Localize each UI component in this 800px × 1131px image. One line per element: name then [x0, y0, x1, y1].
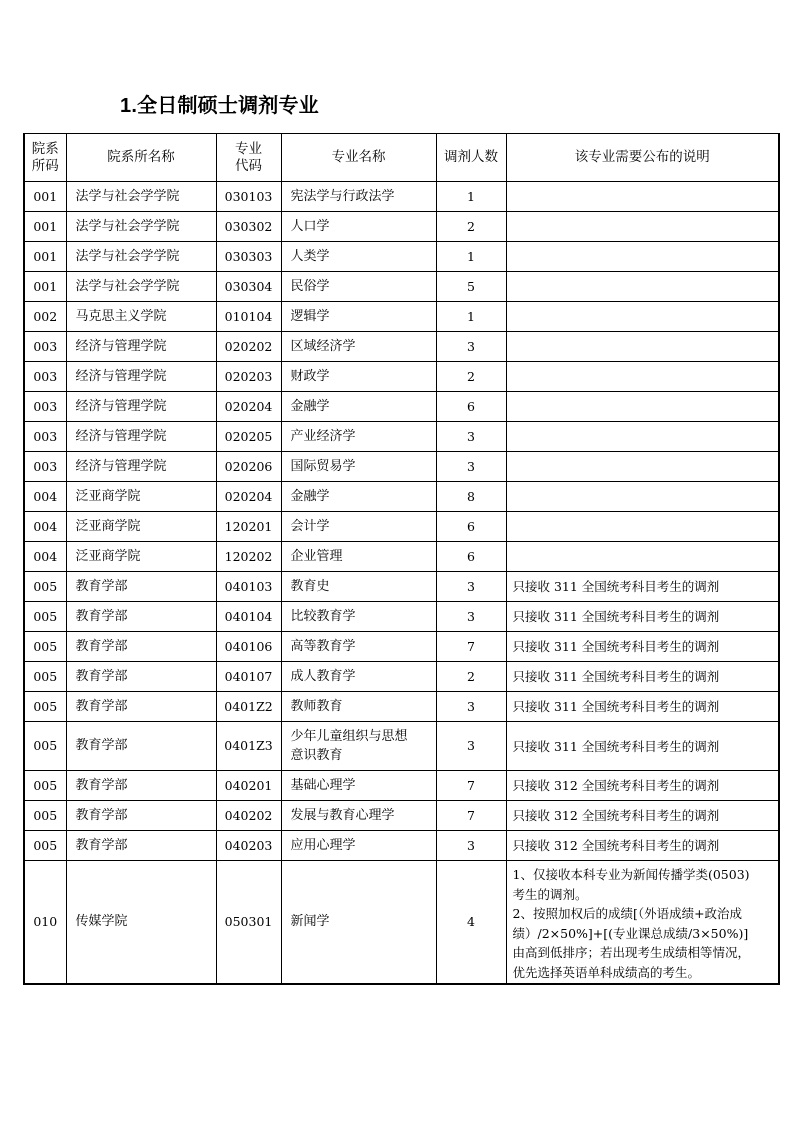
- cell-major-code: 120201: [216, 512, 281, 542]
- cell-quota: 7: [436, 801, 506, 831]
- cell-major-code: 040103: [216, 572, 281, 602]
- cell-quota: 3: [436, 692, 506, 722]
- table-row: [24, 212, 779, 242]
- adjustment-majors-table-wrapper: [23, 133, 778, 985]
- cell-note: [506, 302, 779, 332]
- cell-major-code: 020203: [216, 362, 281, 392]
- column-header-major-name: 专业名称: [281, 134, 436, 182]
- table-row: [24, 332, 779, 362]
- note-line: 考生的调剂。: [512, 886, 588, 902]
- cell-dept-name: 教育学部: [66, 831, 216, 861]
- cell-dept-name: 教育学部: [66, 692, 216, 722]
- cell-note: [506, 542, 779, 572]
- cell-note: [506, 182, 779, 212]
- table-row: [24, 542, 779, 572]
- cell-major-name: 人口学: [281, 212, 436, 242]
- cell-major-name: 民俗学: [281, 272, 436, 302]
- cell-dept-code: 004: [24, 482, 66, 512]
- cell-quota: 3: [436, 452, 506, 482]
- table-header: [24, 134, 779, 182]
- cell-note: 只接收 311 全国统考科目考生的调剂: [506, 692, 779, 722]
- note-line: 由高到低排序；若出现考生成绩相等情况，: [512, 945, 751, 960]
- column-header-major-code: [216, 134, 281, 182]
- cell-major-name: [281, 722, 436, 771]
- cell-quota: 1: [436, 242, 506, 272]
- cell-quota: 3: [436, 831, 506, 861]
- cell-major-name: 教育史: [281, 572, 436, 602]
- cell-quota: 2: [436, 362, 506, 392]
- cell-dept-code: 001: [24, 242, 66, 272]
- cell-major-name: 企业管理: [281, 542, 436, 572]
- cell-major-code: 030103: [216, 182, 281, 212]
- cell-note: [506, 861, 779, 985]
- cell-major-name: 国际贸易学: [281, 452, 436, 482]
- cell-quota: 3: [436, 572, 506, 602]
- column-header-quota: 调剂人数: [436, 134, 506, 182]
- cell-note: [506, 512, 779, 542]
- cell-major-name: 会计学: [281, 512, 436, 542]
- table-row: [24, 182, 779, 212]
- cell-note: 只接收 312 全国统考科目考生的调剂: [506, 801, 779, 831]
- cell-dept-code: 004: [24, 542, 66, 572]
- cell-dept-name: 教育学部: [66, 662, 216, 692]
- cell-major-code: 020204: [216, 392, 281, 422]
- cell-major-name-line2: 意识教育: [290, 748, 343, 763]
- cell-major-code: 030302: [216, 212, 281, 242]
- column-header-major-code-line2: 代码: [235, 157, 262, 174]
- cell-note: 只接收 312 全国统考科目考生的调剂: [506, 771, 779, 801]
- cell-dept-code: 010: [24, 861, 66, 985]
- cell-major-name: 成人教育学: [281, 662, 436, 692]
- cell-dept-code: 004: [24, 512, 66, 542]
- cell-dept-name: 泛亚商学院: [66, 482, 216, 512]
- table-row: [24, 722, 779, 771]
- cell-dept-name: 教育学部: [66, 632, 216, 662]
- cell-dept-code: 002: [24, 302, 66, 332]
- cell-major-name: 人类学: [281, 242, 436, 272]
- cell-quota: 1: [436, 182, 506, 212]
- cell-major-name: 逻辑学: [281, 302, 436, 332]
- cell-note: 只接收 311 全国统考科目考生的调剂: [506, 722, 779, 771]
- cell-note: [506, 392, 779, 422]
- cell-dept-code: 003: [24, 452, 66, 482]
- column-header-dept-code: [24, 134, 66, 182]
- cell-dept-code: 005: [24, 572, 66, 602]
- cell-dept-code: 001: [24, 182, 66, 212]
- cell-major-name: 金融学: [281, 392, 436, 422]
- cell-major-code: 020206: [216, 452, 281, 482]
- cell-note: 只接收 311 全国统考科目考生的调剂: [506, 632, 779, 662]
- cell-major-name: 新闻学: [281, 861, 436, 985]
- table-row: [24, 572, 779, 602]
- cell-major-code: 020204: [216, 482, 281, 512]
- cell-dept-code: 005: [24, 662, 66, 692]
- page-title: 1.全日制硕士调剂专业: [120, 95, 319, 117]
- table-row: [24, 392, 779, 422]
- cell-quota: 5: [436, 272, 506, 302]
- cell-note: [506, 272, 779, 302]
- cell-major-name: 比较教育学: [281, 602, 436, 632]
- cell-dept-code: 003: [24, 332, 66, 362]
- cell-major-name: 财政学: [281, 362, 436, 392]
- cell-quota: 3: [436, 602, 506, 632]
- cell-dept-name: 教育学部: [66, 801, 216, 831]
- cell-quota: 4: [436, 861, 506, 985]
- table-row: [24, 602, 779, 632]
- cell-major-code: 0401Z3: [216, 722, 281, 771]
- cell-quota: 3: [436, 422, 506, 452]
- cell-quota: 6: [436, 512, 506, 542]
- table-row: [24, 422, 779, 452]
- cell-dept-code: 001: [24, 212, 66, 242]
- cell-major-code: 030303: [216, 242, 281, 272]
- cell-dept-code: 005: [24, 692, 66, 722]
- cell-note: 只接收 312 全国统考科目考生的调剂: [506, 831, 779, 861]
- table-row: [24, 771, 779, 801]
- cell-dept-code: 005: [24, 831, 66, 861]
- cell-note: [506, 332, 779, 362]
- cell-dept-name: 经济与管理学院: [66, 392, 216, 422]
- cell-major-code: 040106: [216, 632, 281, 662]
- table-row: [24, 452, 779, 482]
- cell-major-name: 产业经济学: [281, 422, 436, 452]
- cell-dept-code: 001: [24, 272, 66, 302]
- cell-major-name: 发展与教育心理学: [281, 801, 436, 831]
- column-header-dept-code-line1: 院系: [31, 140, 59, 157]
- table-row: [24, 242, 779, 272]
- note-line: 2、按照加权后的成绩[（外语成绩+政治成: [512, 906, 743, 921]
- cell-note: [506, 422, 779, 452]
- cell-note: [506, 242, 779, 272]
- cell-note: [506, 212, 779, 242]
- cell-major-code: 010104: [216, 302, 281, 332]
- cell-quota: 2: [436, 662, 506, 692]
- table-row: [24, 801, 779, 831]
- cell-quota: 1: [436, 302, 506, 332]
- cell-major-name: 金融学: [281, 482, 436, 512]
- cell-dept-code: 005: [24, 722, 66, 771]
- cell-note: 只接收 311 全国统考科目考生的调剂: [506, 602, 779, 632]
- cell-major-name: 基础心理学: [281, 771, 436, 801]
- cell-dept-name: 法学与社会学学院: [66, 212, 216, 242]
- table-row: [24, 861, 779, 985]
- cell-major-code: 030304: [216, 272, 281, 302]
- table-row: [24, 362, 779, 392]
- cell-major-code: 040201: [216, 771, 281, 801]
- cell-dept-code: 005: [24, 801, 66, 831]
- cell-dept-name: 传媒学院: [66, 861, 216, 985]
- cell-dept-name: 教育学部: [66, 602, 216, 632]
- cell-major-code: 050301: [216, 861, 281, 985]
- cell-note: [506, 362, 779, 392]
- cell-major-code: 020202: [216, 332, 281, 362]
- cell-major-name-line1: 少年儿童组织与思想: [290, 729, 408, 744]
- note-line: 1、仅接收本科专业为新闻传播学类(0503): [512, 867, 750, 882]
- note-line: 绩）/2×50%]+[(专业课总成绩/3×50%)]: [512, 925, 749, 941]
- cell-major-name: 宪法学与行政法学: [281, 182, 436, 212]
- table-body: [24, 182, 779, 985]
- cell-dept-name: 泛亚商学院: [66, 512, 216, 542]
- cell-quota: 2: [436, 212, 506, 242]
- cell-dept-name: 泛亚商学院: [66, 542, 216, 572]
- table-row: [24, 831, 779, 861]
- note-line: 优先选择英语单科成绩高的考生。: [512, 964, 701, 980]
- cell-dept-code: 003: [24, 392, 66, 422]
- cell-dept-code: 003: [24, 422, 66, 452]
- cell-dept-name: 经济与管理学院: [66, 362, 216, 392]
- cell-major-name: 高等教育学: [281, 632, 436, 662]
- cell-note: [506, 452, 779, 482]
- cell-quota: 7: [436, 771, 506, 801]
- cell-major-name: 教师教育: [281, 692, 436, 722]
- cell-dept-code: 005: [24, 632, 66, 662]
- cell-dept-name: 法学与社会学学院: [66, 242, 216, 272]
- column-header-dept-name: 院系所名称: [66, 134, 216, 182]
- cell-major-code: 040202: [216, 801, 281, 831]
- cell-dept-name: 教育学部: [66, 572, 216, 602]
- cell-quota: 7: [436, 632, 506, 662]
- cell-dept-code: 005: [24, 771, 66, 801]
- column-header-major-code-line1: 专业: [235, 140, 262, 157]
- cell-dept-name: 教育学部: [66, 771, 216, 801]
- cell-quota: 6: [436, 542, 506, 572]
- adjustment-majors-table: [23, 133, 780, 985]
- table-row: [24, 512, 779, 542]
- cell-major-name: 区域经济学: [281, 332, 436, 362]
- cell-dept-name: 经济与管理学院: [66, 422, 216, 452]
- cell-note: [506, 482, 779, 512]
- cell-major-code: 040203: [216, 831, 281, 861]
- cell-quota: 6: [436, 392, 506, 422]
- cell-major-name: 应用心理学: [281, 831, 436, 861]
- cell-quota: 3: [436, 722, 506, 771]
- cell-dept-name: 法学与社会学学院: [66, 272, 216, 302]
- table-row: [24, 302, 779, 332]
- column-header-note: 该专业需要公布的说明: [506, 134, 779, 182]
- cell-major-code: 040104: [216, 602, 281, 632]
- column-header-dept-code-line2: 所码: [31, 157, 59, 174]
- table-row: [24, 692, 779, 722]
- cell-dept-code: 005: [24, 602, 66, 632]
- cell-quota: 8: [436, 482, 506, 512]
- cell-dept-code: 003: [24, 362, 66, 392]
- cell-major-code: 120202: [216, 542, 281, 572]
- table-row: [24, 662, 779, 692]
- cell-note: 只接收 311 全国统考科目考生的调剂: [506, 572, 779, 602]
- cell-dept-name: 教育学部: [66, 722, 216, 771]
- cell-dept-name: 法学与社会学学院: [66, 182, 216, 212]
- cell-dept-name: 经济与管理学院: [66, 452, 216, 482]
- cell-major-code: 040107: [216, 662, 281, 692]
- cell-quota: 3: [436, 332, 506, 362]
- cell-dept-name: 马克思主义学院: [66, 302, 216, 332]
- cell-note: 只接收 311 全国统考科目考生的调剂: [506, 662, 779, 692]
- cell-major-code: 0401Z2: [216, 692, 281, 722]
- table-row: [24, 482, 779, 512]
- table-row: [24, 272, 779, 302]
- cell-dept-name: 经济与管理学院: [66, 332, 216, 362]
- cell-major-code: 020205: [216, 422, 281, 452]
- table-header-row: [24, 134, 779, 182]
- table-row: [24, 632, 779, 662]
